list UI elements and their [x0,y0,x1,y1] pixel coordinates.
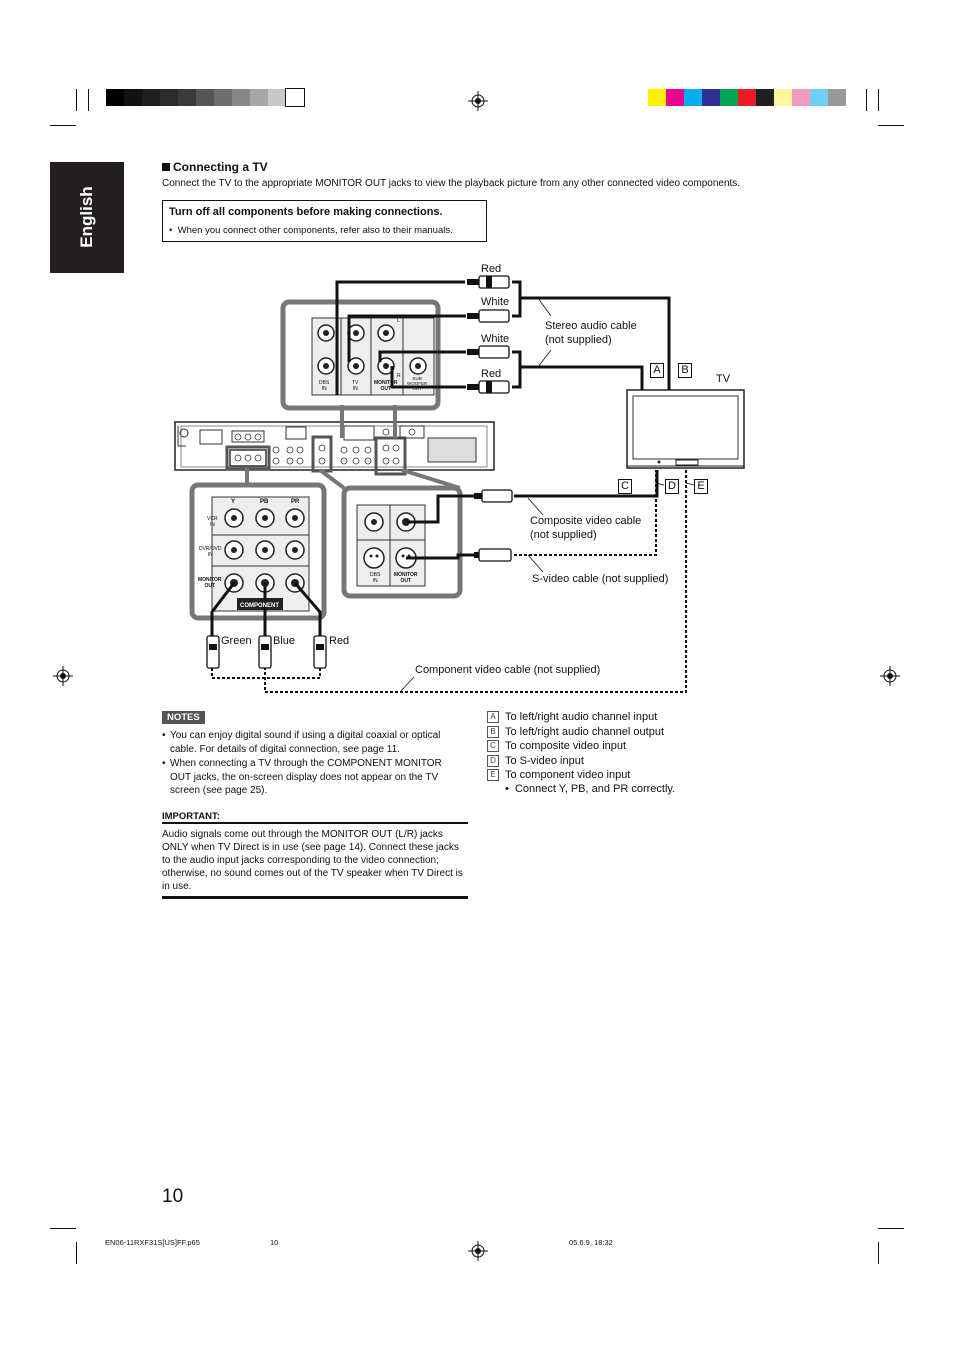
marker-b: B [678,363,692,378]
legend-text: To left/right audio channel input [505,711,658,723]
footer-date: 05.6.9, 18:32 [569,1238,613,1247]
legend-sub: • Connect Y, PB, and PR correctly. [505,783,676,795]
component-cable-label: Component video cable (not supplied) [415,664,601,676]
video-jack-inset [320,470,460,596]
warning-bullet-text: When you connect other components, refer also to their manuals. [177,225,453,236]
marker-a: A [650,363,664,378]
divider [162,822,468,824]
legend-key: B [487,726,499,738]
label-video-monitor-out: MONITOR OUT [394,572,418,584]
label-dvr-dvd-in: DVR/DVD IN [199,546,222,558]
legend-text: To S-video input [505,755,584,767]
label-vcr-in: VCR IN [207,516,218,528]
label-pb: PB [260,499,269,505]
legend-sub-text: Connect Y, PB, and PR correctly. [514,783,676,795]
legend-key: A [487,711,499,723]
label-y: Y [231,499,236,505]
label-white-top: White [481,296,510,308]
label-component-monitor-out: MONITOR OUT [198,577,222,589]
composite-cable-line2: (not supplied) [530,529,597,541]
receiver-rear-panel [175,422,494,474]
label-red-top: Red [481,263,502,275]
label-tv-in: TV IN [352,380,359,392]
footer-page: 10 [270,1238,279,1247]
label-l: L [397,318,400,324]
important-text: Audio signals come out through the MONITOR OUT (L/R) jacks ONLY when TV Direct is in use (see page 14). Connect these jacks to the audio input jacks corresponding to the video connection; otherwise, no sound comes out of the TV speaker when TV Direct is in use. [162,829,463,892]
marker-e: E [694,479,708,494]
label-green: Green [221,635,252,647]
legend-text: To component video input [505,769,631,781]
label-red-bottom: Red [481,368,502,380]
legend-item [487,725,664,739]
label-red-component: Red [329,635,350,647]
legend-text: To left/right audio channel output [505,726,665,738]
note-text: When connecting a TV through the COMPONENT MONITOR OUT jacks, the on-screen display does not appear on the TV screen (see page 25). [170,758,442,796]
legend-item [487,710,657,724]
label-sub-woofer-out: SUB WOOFER OUT [407,376,428,391]
tv-set [627,390,744,468]
stereo-cable-line2: (not supplied) [545,334,612,346]
language-tab-label: English [77,186,96,248]
label-pr: PR [291,499,300,505]
note-item: • You can enjoy digital sound if using a digital coaxial or optical cable. For details of digital connection, see page 11. [162,729,462,756]
label-dbs-in: DBS IN [319,380,330,392]
label-blue: Blue [273,635,296,647]
legend-key: E [487,769,499,781]
notes-badge: NOTES [162,711,205,724]
label-video-dbs-in: DBS IN [370,572,381,584]
label-white-bottom: White [481,333,510,345]
legend-text: To composite video input [505,740,627,752]
divider [162,896,468,899]
label-r: R [397,373,401,379]
note-item: • When connecting a TV through the COMPONENT MONITOR OUT jacks, the on-screen display does not appear on the TV screen (see page 25). [162,757,462,798]
warning-bullet: • When you connect other components, refer also to their manuals. [169,225,453,236]
legend-key: D [487,755,499,767]
label-component: COMPONENT [240,603,279,609]
marker-d: D [665,479,679,494]
audio-jack-inset [283,302,438,438]
svideo-cable-label: S-video cable (not supplied) [532,573,669,585]
stereo-cable-line1: Stereo audio cable [545,320,637,332]
label-monitor-out: MONITOR OUT [374,380,398,392]
legend-item [487,754,584,768]
warning-title: Turn off all components before making connections. [169,206,443,218]
section-title-text: Connecting a TV [173,160,268,174]
legend-item [487,768,630,782]
section-intro: Connect the TV to the appropriate MONITOR OUT jacks to view the playback picture from any other connected video components. [162,178,741,189]
note-text: You can enjoy digital sound if using a digital coaxial or optical cable. For details of digital connection, see page 11. [170,730,441,755]
composite-cable-line1: Composite video cable [530,515,642,527]
important-title: IMPORTANT: [162,811,220,822]
footer-file: EN06-11RXF31S[US]FF.p65 [105,1238,200,1247]
legend-key: C [487,740,499,752]
legend-item [487,739,626,753]
tv-label: TV [716,373,731,385]
page-number: 10 [162,1186,184,1207]
marker-c: C [618,479,632,494]
